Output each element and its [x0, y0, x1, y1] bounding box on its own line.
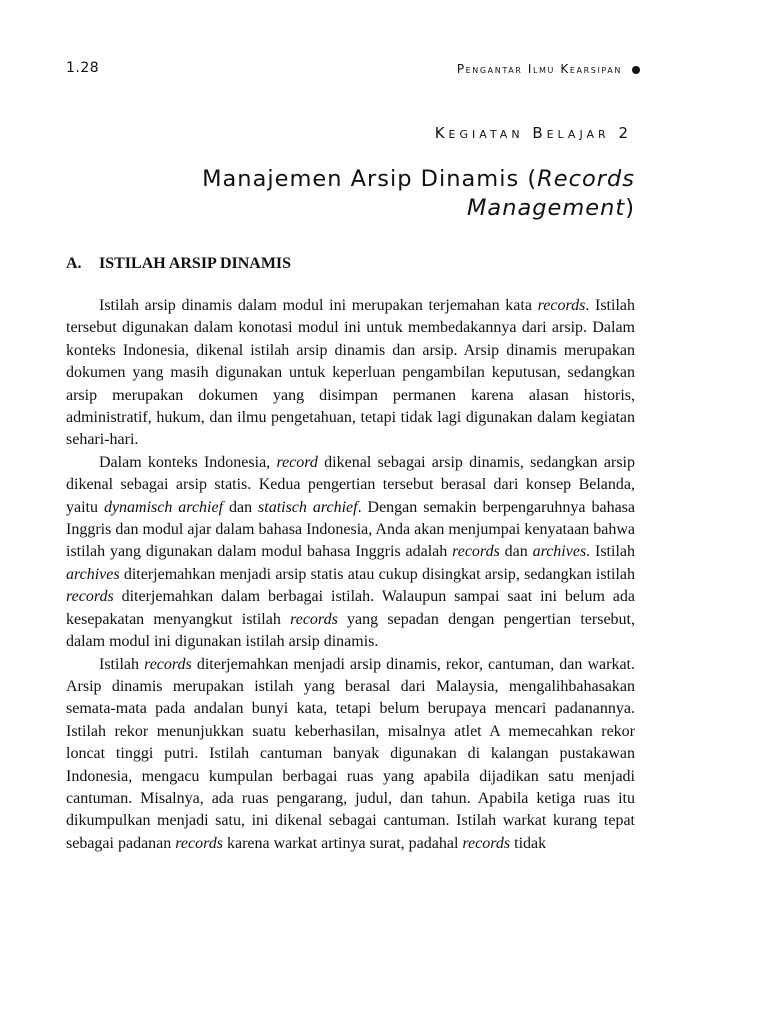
chapter-title-italic-2: Management — [467, 195, 626, 221]
text-run: Dalam konteks Indonesia, — [99, 453, 277, 471]
italic-term: archives — [532, 543, 587, 561]
page-number: 1.28 — [66, 60, 100, 76]
text-run: karena warkat artinya surat, padahal — [222, 834, 463, 852]
text-run: . Istilah — [586, 543, 635, 561]
text-run: diterjemahkan menjadi arsip dinamis, rekor, cantuman, dan warkat. Arsip dinamis merupakan istilah yang berasal dari Malaysia, mengalihbahasakan semata-mata pada andalan bunyi kata, tetapi belum berupaya mencari padanannya. Istilah rekor menunjukkan suatu keberhasilan, misalnya atlet A memecahkan rekor loncat tinggi putri. Istilah cantuman banyak digunakan di kalangan pustakawan Indonesia, mengacu kumpulan berbagai ruas yang apabila dijadikan satu menjadi cantuman. Misalnya, ada ruas pengarang, judul, dan tahun. Apabila ketiga ruas itu dikumpulkan menjadi satu, ini dikenal sebagai cantuman. Istilah warkat kurang tepat sebagai padanan — [66, 655, 636, 852]
text-run: tidak — [510, 834, 547, 852]
paragraph-2 — [66, 452, 635, 654]
text-run: Istilah — [99, 655, 145, 673]
section-heading — [66, 255, 291, 273]
chapter-title-italic-1: Records — [537, 166, 635, 192]
chapter-title-close: ) — [625, 195, 635, 221]
text-run: . Dengan semakin berpengaruhnya bahasa Inggris dan modul ajar dalam bahasa Indonesia, Anda akan menjumpai kenyataan bahwa istilah yang digunakan dalam modul bahasa Inggris adalah — [66, 498, 635, 561]
body-text — [66, 295, 635, 855]
text-run: yang sepadan dengan pengertian tersebut, dalam modul ini digunakan istilah arsip dinamis. — [66, 610, 635, 651]
chapter-title — [115, 165, 635, 223]
text-run: diterjemahkan menjadi arsip statis atau cukup disingkat arsip, sedangkan istilah — [119, 565, 635, 583]
text-run: dan — [223, 498, 259, 516]
book-title: Pengantar Ilmu Kearsipan — [456, 62, 622, 76]
section-title: ISTILAH ARSIP DINAMIS — [99, 255, 292, 272]
running-header — [66, 60, 640, 82]
italic-term: dynamisch archief — [103, 498, 224, 516]
bullet-icon — [632, 66, 640, 74]
italic-term: records — [290, 610, 338, 628]
italic-term: record — [276, 453, 318, 471]
activity-label: Kegiatan Belajar 2 — [434, 124, 632, 142]
paragraph-3 — [66, 654, 635, 856]
text-run: dan — [499, 543, 533, 561]
paragraph-1 — [66, 295, 635, 452]
italic-term: records — [144, 655, 192, 673]
text-run: diterjemahkan dalam berbagai istilah. Walaupun sampai saat ini belum ada kesepakatan menyangkut istilah — [66, 588, 635, 628]
text-run: . Istilah tersebut digunakan dalam konotasi modul ini untuk membedakannya dari arsip. Dalam konteks Indonesia, dikenal istilah arsip dinamis dan arsip. Arsip dinamis merupakan dokumen yang masih digunakan untuk keperluan pengambilan keputusan, sedangkan arsip merupakan dokumen yang disimpan permanen karena alasan historis, administratif, hukum, dan ilmu pengetahuan, tetapi tidak lagi digunakan dalam kegiatan sehari-hari. — [66, 297, 635, 449]
section-letter: A. — [66, 255, 82, 272]
italic-term: records — [462, 834, 511, 852]
text-run: dikenal sebagai arsip dinamis, sedangkan arsip dikenal sebagai arsip statis. Kedua pengertian tersebut berasal dari konsep Belanda, yaitu — [66, 453, 635, 516]
italic-term: archives — [66, 565, 120, 583]
text-run: Istilah arsip dinamis dalam modul ini merupakan terjemahan kata — [99, 297, 538, 314]
chapter-title-main: Manajemen Arsip Dinamis ( — [202, 166, 538, 192]
italic-term: records — [175, 834, 223, 852]
italic-term: records — [537, 297, 586, 314]
italic-term: records — [66, 588, 114, 606]
italic-term: records — [452, 543, 500, 561]
italic-term: statisch archief — [258, 498, 358, 516]
